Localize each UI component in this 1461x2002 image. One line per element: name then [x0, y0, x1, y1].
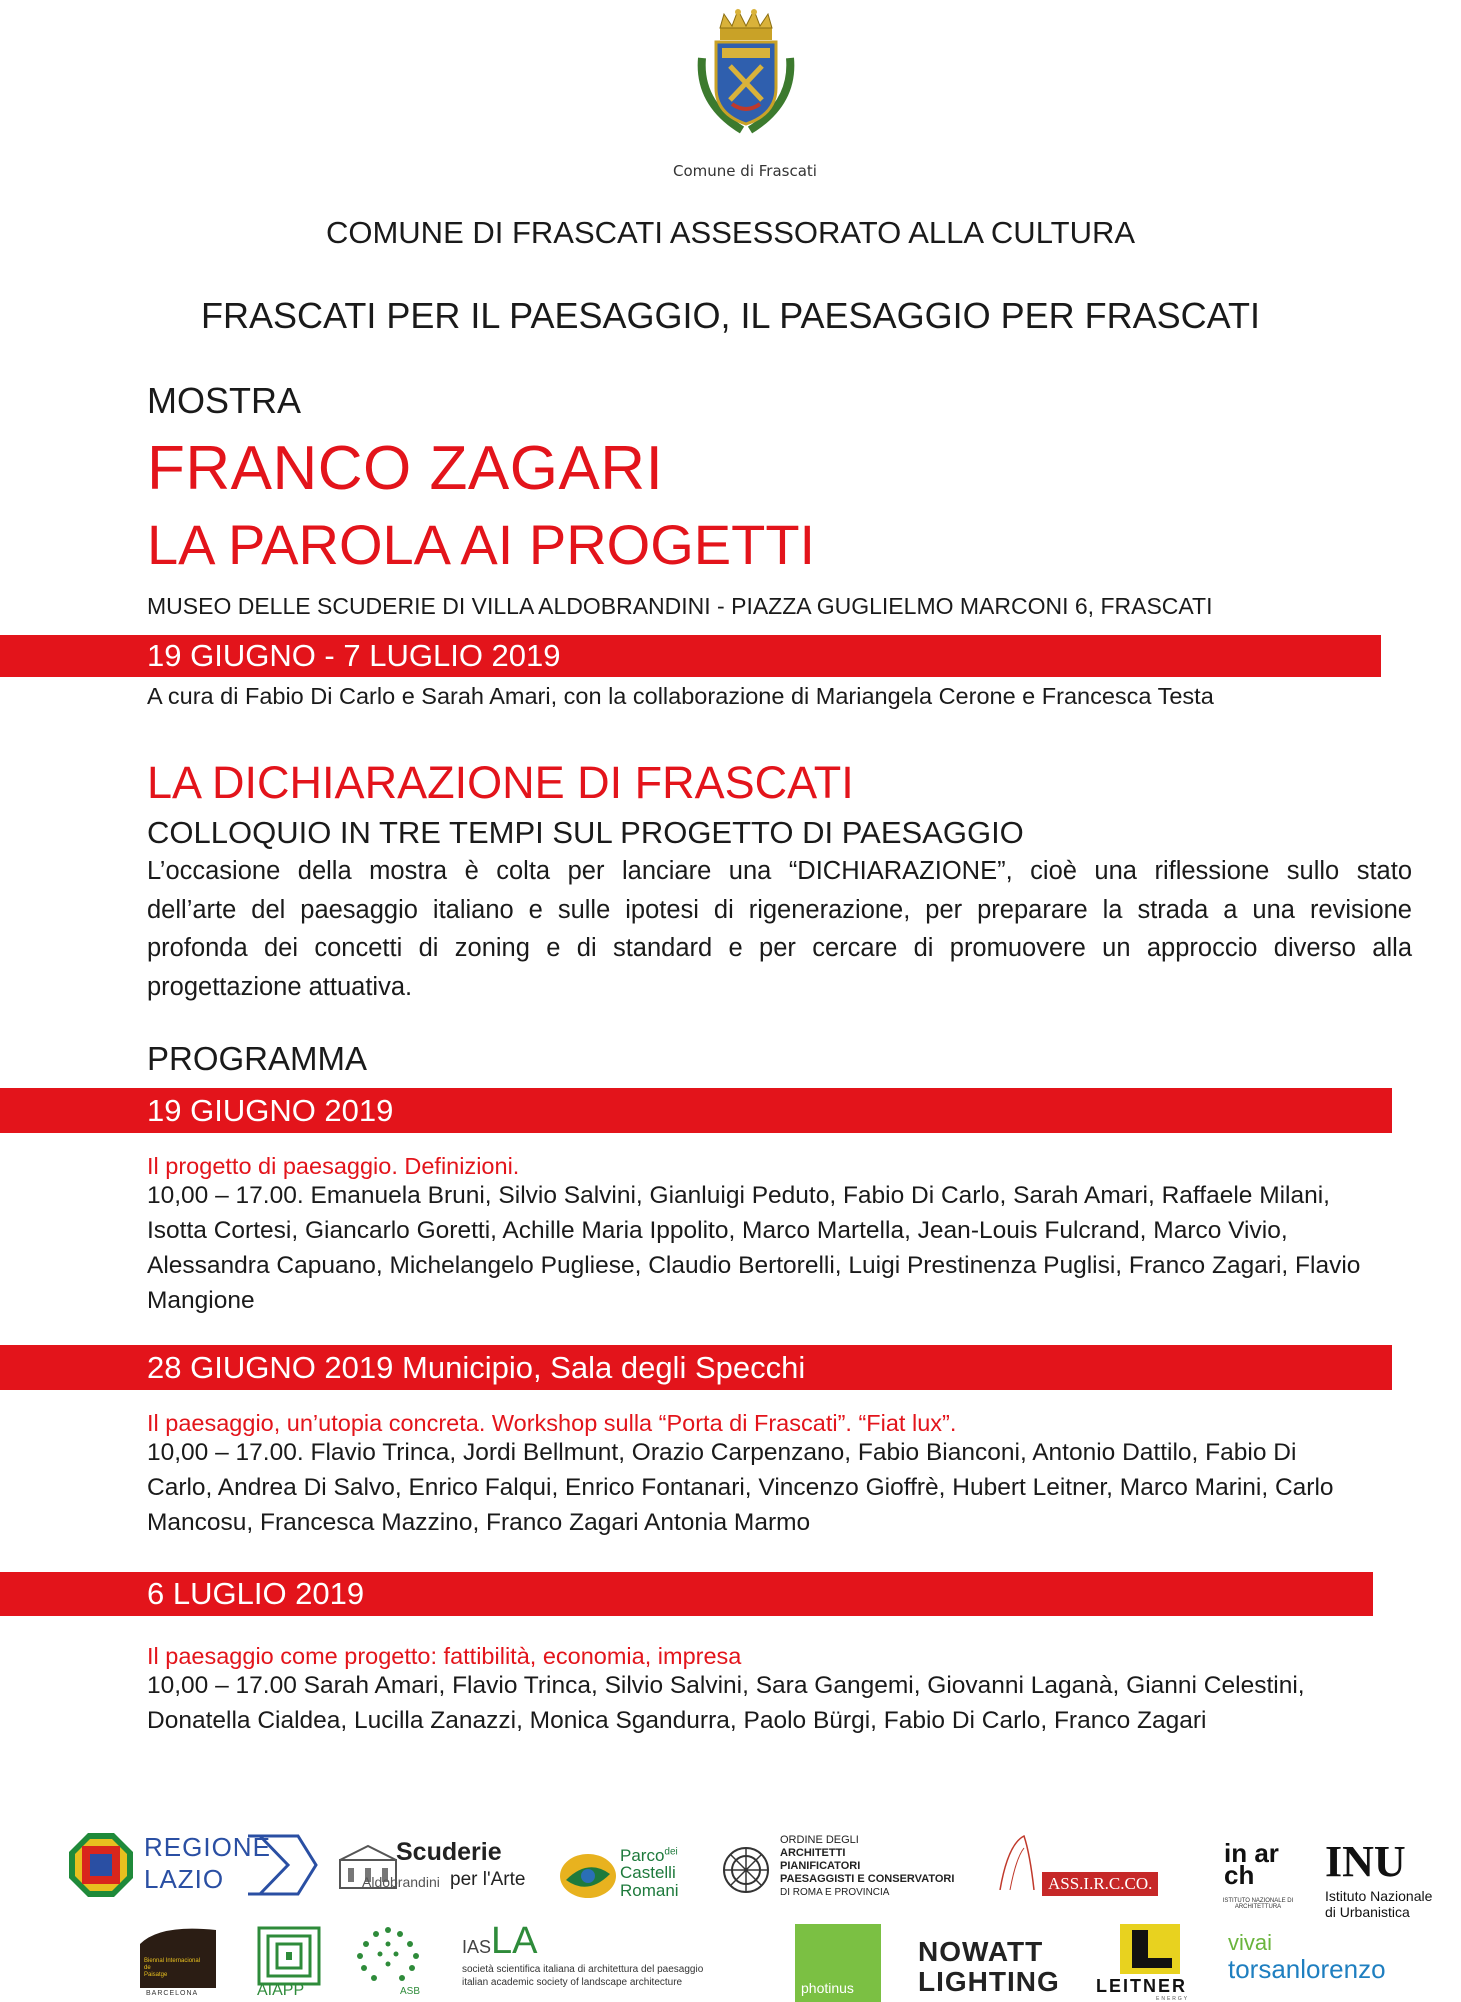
leitner-text: LEITNER	[1096, 1976, 1188, 1996]
speakers-line: Carlo, Andrea Di Salvo, Enrico Falqui, Enrico Fontanari, Vincenzo Gioffrè, Hubert Leitner, Marco Marini, Carlo	[147, 1474, 1334, 1501]
assirco-text: ASS.I.R.C.CO.	[1042, 1872, 1158, 1896]
exhibition-dates: 19 GIUGNO - 7 LUGLIO 2019	[147, 638, 561, 673]
exhibition-subtitle: LA PAROLA AI PROGETTI	[147, 513, 816, 576]
exhibition-curators: A cura di Fabio Di Carlo e Sarah Amari, con la collaborazione di Mariangela Cerone e Francesca Testa	[147, 683, 1214, 709]
speakers-line: Mancosu, Francesca Mazzino, Franco Zagari Antonia Marmo	[147, 1509, 811, 1536]
speakers-line: Mangione	[147, 1287, 255, 1314]
scuderie-text-2: Aldobrandini	[362, 1874, 440, 1890]
leitner-logo	[1096, 1924, 1206, 2002]
parco-text-1: Parco	[620, 1846, 665, 1865]
day-3-topic: Il paesaggio come progetto: fattibilità, economia, impresa	[147, 1643, 742, 1669]
exhibition-kicker: MOSTRA	[147, 380, 302, 421]
regione-text-1: REGIONE	[144, 1832, 271, 1862]
inarch-logo	[1220, 1828, 1300, 1914]
inu-text-2: di Urbanistica	[1325, 1904, 1410, 1920]
parco-castelli-logo	[558, 1846, 708, 1906]
iasla-line-2: italian academic society of landscape architecture	[462, 1977, 683, 1988]
ordine-architetti-logo	[722, 1834, 972, 1914]
coat-of-arms-icon	[680, 8, 810, 138]
iasla-logo	[462, 1920, 762, 2002]
ordine-line: PIANIFICATORI	[780, 1860, 861, 1872]
day-3-date-bar	[0, 1572, 1373, 1616]
ordine-line: PAESAGGISTI E CONSERVATORI	[780, 1873, 955, 1885]
speakers-line: Isotta Cortesi, Giancarlo Goretti, Achille Maria Ippolito, Marco Martella, Jean-Louis Fulcrand, Marco Vivio,	[147, 1217, 1288, 1244]
inarch-mark: in arch	[1224, 1838, 1279, 1890]
aiapp-text: AIAPP	[257, 1982, 305, 1999]
ordine-line: ARCHITETTI	[780, 1847, 846, 1859]
day-1-topic: Il progetto di paesaggio. Definizioni.	[147, 1153, 520, 1179]
declaration-line: profonda dei concetti di zoning e di standard e per cercare di promuovere un approccio diverso alla	[147, 934, 1412, 962]
day-2-speakers	[147, 1435, 1334, 1540]
declaration-line: L’occasione della mostra è colta per lanciare una “DICHIARAZIONE”, cioè una riflessione sullo stato	[147, 857, 1412, 885]
ordine-mandala-icon	[722, 1846, 770, 1894]
nowatt-text-1: NOWATT	[918, 1936, 1044, 1967]
ordine-line: ORDINE DEGLI	[780, 1834, 859, 1846]
inu-mark: INU	[1325, 1837, 1406, 1886]
regione-arrow-icon	[248, 1832, 318, 1898]
day-3-date: 6 LUGLIO 2019	[147, 1576, 365, 1611]
exhibition-venue: MUSEO DELLE SCUDERIE DI VILLA ALDOBRANDINI - PIAZZA GUGLIELMO MARCONI 6, FRASCATI	[147, 593, 1213, 619]
asb-text: ASB	[400, 1986, 421, 1997]
header-line-2: FRASCATI PER IL PAESAGGIO, IL PAESAGGIO PER FRASCATI	[201, 295, 1260, 336]
inu-text-1: Istituto Nazionale	[1325, 1888, 1433, 1904]
regione-lazio-emblem-icon	[68, 1832, 134, 1898]
header-line-1: COMUNE DI FRASCATI ASSESSORATO ALLA CULTURA	[325, 215, 1136, 250]
iasla-text-2: LA	[491, 1920, 538, 1962]
biennal-text-3: BARCELONA	[146, 1990, 199, 1997]
leitner-subtext: ENERGY	[1156, 1996, 1190, 2002]
asb-dots-icon	[350, 1922, 426, 1992]
scuderie-text-1: Scuderie	[396, 1838, 502, 1866]
scuderie-text-3: per l'Arte	[450, 1869, 526, 1890]
day-3-speakers	[147, 1668, 1305, 1738]
photinus-logo	[795, 1924, 881, 2002]
declaration-line: progettazione attuativa.	[147, 972, 413, 1001]
ordine-line: DI ROMA E PROVINCIA	[780, 1887, 890, 1898]
day-1-speakers	[147, 1178, 1360, 1318]
parco-text-2: dei	[664, 1846, 678, 1858]
leitner-mark-icon	[1120, 1924, 1180, 1974]
vivai-text-1: vivai	[1228, 1930, 1273, 1955]
day-1-date: 19 GIUGNO 2019	[147, 1092, 394, 1128]
iasla-line-1: società scientifica italiana di architettura del paesaggio	[462, 1964, 704, 1975]
scuderie-logo	[338, 1838, 538, 1902]
parco-text-3: Castelli	[620, 1863, 676, 1882]
regione-lazio-logo	[68, 1830, 318, 1900]
vivai-logo	[1228, 1930, 1453, 1990]
speakers-line: Donatella Cialdea, Lucilla Zanazzi, Monica Sgandurra, Paolo Bürgi, Fabio Di Carlo, Franco Zagari	[147, 1707, 1207, 1734]
nowatt-text-2: LIGHTING	[918, 1966, 1060, 1997]
regione-text-2: LAZIO	[144, 1864, 225, 1894]
declaration-subtitle: COLLOQUIO IN TRE TEMPI SUL PROGETTO DI PAESAGGIO	[147, 815, 1024, 850]
exhibition-dates-bar	[0, 635, 1381, 677]
exhibition-title: FRANCO ZAGARI	[147, 434, 664, 503]
biennal-text-1: Biennal Internacional de	[144, 1958, 201, 1971]
day-1-date-bar	[0, 1088, 1392, 1133]
declaration-title: LA DICHIARAZIONE DI FRASCATI	[147, 757, 854, 808]
day-2-topic: Il paesaggio, un’utopia concreta. Workshop sulla “Porta di Frascati”. “Fiat lux”.	[147, 1410, 957, 1436]
inu-logo	[1325, 1836, 1445, 1920]
speakers-line: 10,00 – 17.00. Flavio Trinca, Jordi Bellmunt, Orazio Carpenzano, Fabio Bianconi, Antonio Dattilo, Fabio Di	[147, 1439, 1297, 1466]
declaration-line: dell’arte del paesaggio italiano e sulle ipotesi di rigenerazione, per preparare la strada a una revisione	[147, 895, 1412, 924]
vivai-text-2: torsanlorenzo	[1228, 1954, 1386, 1984]
comune-logo	[680, 8, 810, 138]
aiapp-logo	[253, 1926, 329, 2002]
inarch-caption: ISTITUTO NAZIONALE DI ARCHITETTURA	[1222, 1898, 1294, 1910]
day-2-date: 28 GIUGNO 2019 Municipio, Sala degli Specchi	[147, 1349, 806, 1385]
nowatt-logo	[918, 1936, 1078, 2002]
parco-text-4: Romani	[620, 1881, 679, 1900]
comune-logo-caption: Comune di Frascati	[673, 162, 817, 180]
programme-heading: PROGRAMMA	[147, 1040, 368, 1077]
photinus-text: photinus	[801, 1980, 854, 1996]
biennal-logo	[140, 1924, 220, 2002]
biennal-text-2: Paisatge	[144, 1972, 168, 1978]
asb-logo	[350, 1922, 430, 2002]
speakers-line: 10,00 – 17.00 Sarah Amari, Flavio Trinca, Silvio Salvini, Sara Gangemi, Giovanni Laganà, Gianni Celestini,	[147, 1672, 1305, 1699]
speakers-line: Alessandra Capuano, Michelangelo Pugliese, Claudio Bertorelli, Luigi Prestinenza Puglisi, Franco Zagari, Flavio	[147, 1252, 1361, 1279]
iasla-text-1: IAS	[462, 1937, 492, 1957]
aiapp-maze-icon	[257, 1926, 321, 1986]
parco-leaf-icon	[558, 1850, 618, 1902]
speakers-line: 10,00 – 17.00. Emanuela Bruni, Silvio Salvini, Gianluigi Peduto, Fabio Di Carlo, Sarah Amari, Raffaele Milani,	[147, 1182, 1330, 1209]
declaration-body	[147, 852, 1412, 1006]
assirco-logo	[990, 1834, 1190, 1904]
day-2-date-bar	[0, 1345, 1392, 1390]
